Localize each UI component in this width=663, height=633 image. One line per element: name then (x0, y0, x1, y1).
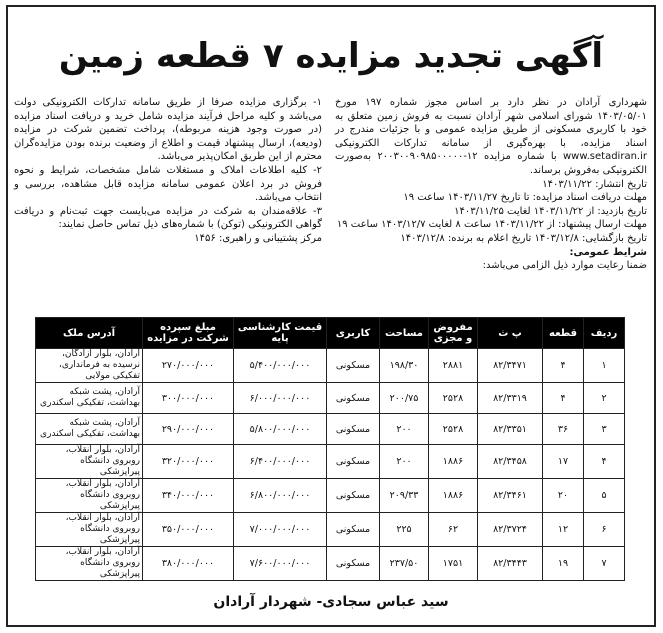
col-header-parcel: قطعه (543, 318, 584, 349)
table-header-row (36, 318, 625, 349)
cell-parcel: ۱۲ (543, 513, 584, 547)
cell-deposit: ۳۴۰/۰۰۰/۰۰۰ (143, 479, 234, 513)
cell-address: آرادان، پشت شبکه بهداشت، تفکیکی اسکندری (36, 383, 143, 414)
cell-row-number: ۱ (584, 349, 625, 383)
cell-address: آرادان، بلوار انقلاب، روبروی دانشگاه پیراپزشکی (36, 445, 143, 479)
table-row (36, 414, 625, 445)
cell-base-price: ۶/۴۰۰/۰۰۰/۰۰۰ (234, 445, 327, 479)
col-header-separate: مفروض و مجزی (429, 318, 478, 349)
cell-plate: ۸۲/۳۷۲۴ (478, 513, 543, 547)
cell-plate: ۸۲/۳۴۷۱ (478, 349, 543, 383)
cell-base-price: ۶/۸۰۰/۰۰۰/۰۰۰ (234, 479, 327, 513)
cell-deposit: ۳۵۰/۰۰۰/۰۰۰ (143, 513, 234, 547)
cell-area: ۲۰۹/۳۳ (380, 479, 429, 513)
col-header-base-price: قیمت کارشناسی پایه (234, 318, 327, 349)
intro-column (335, 96, 647, 273)
cell-plate: ۸۲/۳۴۵۸ (478, 445, 543, 479)
cell-usage: مسکونی (327, 414, 380, 445)
cell-base-price: ۷/۰۰۰/۰۰۰/۰۰۰ (234, 513, 327, 547)
intro-text-end: با شماره مزایده ۱۲-۲۰۰۳۰۰۹۰۹۸۵۰۰۰۰۰ به‌صورت الکترونیکی به‌فروش برساند. (335, 151, 647, 176)
cell-parcel: ۱۹ (543, 547, 584, 581)
opening-date: تاریخ بازگشایی: ۱۴۰۳/۱۲/۸ تاریخ اعلام به برنده: ۱۴۰۳/۱۲/۸ (400, 232, 647, 244)
cell-usage: مسکونی (327, 383, 380, 414)
cell-separate: ۱۷۵۱ (429, 547, 478, 581)
cell-base-price: ۷/۶۰۰/۰۰۰/۰۰۰ (234, 547, 327, 581)
conditions-intro: ضمنا رعایت موارد ذیل الزامی می‌باشد: (482, 260, 647, 272)
cell-usage: مسکونی (327, 479, 380, 513)
col-header-area: مساحت (380, 318, 429, 349)
notice-title: آگهی تجدید مزایده ۷ قطعه زمین (58, 36, 604, 76)
signature: سید عباس سجادی- شهردار آرادان (213, 594, 449, 610)
support-center: مرکز پشتیبانی و راهبری: ۱۴۵۶ (194, 232, 322, 244)
col-header-plate: پ ث (478, 318, 543, 349)
cell-separate: ۲۵۲۸ (429, 414, 478, 445)
publish-date: تاریخ انتشار: ۱۴۰۳/۱۱/۲۲ (542, 178, 647, 190)
cell-separate: ۱۸۸۶ (429, 479, 478, 513)
table-body (36, 349, 625, 581)
cell-area: ۱۹۸/۳۰ (380, 349, 429, 383)
cell-plate: ۸۲/۳۴۶۱ (478, 479, 543, 513)
cell-area: ۲۲۵ (380, 513, 429, 547)
table-row (36, 349, 625, 383)
cell-separate: ۶۲ (429, 513, 478, 547)
intro-text: شهرداری آرادان در نظر دارد بر اساس مجوز شماره ۱۹۷ مورخ ۱۴۰۳/۰۵/۰۱ شورای اسلامی شهر آرادان نسبت به فروش زمین متعلق به خود با کاربری مسکونی از طریق مزایده عمومی و با جزئیات مندرج در اسناد مزایده، با بهره‌گیری از سامانه تدارکات الکترونیکی (335, 97, 647, 149)
col-header-row-number: ردیف (584, 318, 625, 349)
cell-row-number: ۷ (584, 547, 625, 581)
cell-separate: ۲۵۲۸ (429, 383, 478, 414)
conditions-column (14, 96, 322, 246)
cell-area: ۲۰۰ (380, 445, 429, 479)
cell-row-number: ۳ (584, 414, 625, 445)
col-header-usage: کاربری (327, 318, 380, 349)
cell-row-number: ۲ (584, 383, 625, 414)
cell-address: آرادان، بلوار انقلاب، روبروی دانشگاه پیراپزشکی (36, 479, 143, 513)
cell-base-price: ۶/۰۰۰/۰۰۰/۰۰۰ (234, 383, 327, 414)
cell-area: ۲۰۰/۷۵ (380, 383, 429, 414)
table-row (36, 383, 625, 414)
cell-area: ۲۰۰ (380, 414, 429, 445)
cell-parcel: ۴ (543, 349, 584, 383)
cell-usage: مسکونی (327, 445, 380, 479)
col-header-deposit: مبلغ سپرده شرکت در مزایده (143, 318, 234, 349)
cell-separate: ۲۸۸۱ (429, 349, 478, 383)
cell-area: ۲۳۷/۵۰ (380, 547, 429, 581)
table-row (36, 479, 625, 513)
cell-deposit: ۲۹۰/۰۰۰/۰۰۰ (143, 414, 234, 445)
land-table (35, 317, 625, 581)
condition-2: ۲- کلیه اطلاعات املاک و مستغلات شامل مشخصات، شرایط و نحوه فروش در برد اعلان عمومی سامانه مزایده قابل مشاهده، بررسی و انتخاب می‌باشد. (14, 164, 322, 204)
cell-usage: مسکونی (327, 547, 380, 581)
cell-separate: ۱۸۸۶ (429, 445, 478, 479)
table-row (36, 445, 625, 479)
offer-deadline: مهلت ارسال پیشنهاد: از ۱۴۰۳/۱۱/۲۲ ساعت ۸ لغایت ۱۴۰۳/۱۲/۷ ساعت ۱۹ (336, 219, 647, 231)
cell-deposit: ۳۰۰/۰۰۰/۰۰۰ (143, 383, 234, 414)
cell-row-number: ۴ (584, 445, 625, 479)
condition-1: ۱- برگزاری مزایده صرفا از طریق سامانه تدارکات الکترونیکی دولت می‌باشد و کلیه مراحل فرآیند مزایده شامل خرید و دریافت اسناد مزایده (در صورت وجود هزینه مربوطه)، پرداخت تضمین شرکت در مزایده (ودیعه)، ارسال پیشنهاد قیمت و اطلاع از وضعیت برنده بودن مزایده‌گران محترم از این طریق امکان‌پذیر می‌باشد. (14, 97, 322, 163)
cell-address: آرادان، پشت شبکه بهداشت، تفکیکی اسکندری (36, 414, 143, 445)
table-row (36, 547, 625, 581)
cell-plate: ۸۲/۳۳۱۹ (478, 383, 543, 414)
cell-parcel: ۲۰ (543, 479, 584, 513)
cell-plate: ۸۲/۳۳۵۱ (478, 414, 543, 445)
cell-address: آرادان، بلوار ازادگان، نرسیده به فرمانداری، تفکیکی مولایی (36, 349, 143, 383)
cell-usage: مسکونی (327, 513, 380, 547)
cell-plate: ۸۲/۳۴۴۳ (478, 547, 543, 581)
cell-address: آرادان، بلوار انقلاب، روبروی دانشگاه پیراپزشکی (36, 513, 143, 547)
cell-parcel: ۱۷ (543, 445, 584, 479)
doc-deadline: مهلت دریافت اسناد مزایده: تا تاریخ ۱۴۰۳/۱۱/۲۷ ساعت ۱۹ (403, 192, 647, 204)
website-link[interactable]: www.setadiran.ir (563, 151, 647, 163)
col-header-address: آدرس ملک (36, 318, 143, 349)
table-row (36, 513, 625, 547)
cell-deposit: ۲۷۰/۰۰۰/۰۰۰ (143, 349, 234, 383)
intro-paragraph (335, 96, 647, 178)
cell-address: آرادان، بلوار انقلاب، روبروی دانشگاه پیراپزشکی (36, 547, 143, 581)
cell-parcel: ۳۶ (543, 414, 584, 445)
cell-deposit: ۳۲۰/۰۰۰/۰۰۰ (143, 445, 234, 479)
cell-base-price: ۵/۴۰۰/۰۰۰/۰۰۰ (234, 349, 327, 383)
cell-deposit: ۳۸۰/۰۰۰/۰۰۰ (143, 547, 234, 581)
visit-date: تاریخ بازدید: از ۱۴۰۳/۱۱/۲۲ لغایت ۱۴۰۳/۱۱/۲۵ (454, 205, 647, 217)
cell-base-price: ۵/۸۰۰/۰۰۰/۰۰۰ (234, 414, 327, 445)
condition-3: ۳- علاقه‌مندان به شرکت در مزایده می‌بایست جهت ثبت‌نام و دریافت گواهی الکترونیکی (توکن) با شماره‌های ذیل تماس حاصل نمایند: (14, 205, 322, 231)
cell-parcel: ۴ (543, 383, 584, 414)
cell-row-number: ۶ (584, 513, 625, 547)
conditions-heading: شرایط عمومی: (569, 246, 647, 258)
cell-row-number: ۵ (584, 479, 625, 513)
cell-usage: مسکونی (327, 349, 380, 383)
